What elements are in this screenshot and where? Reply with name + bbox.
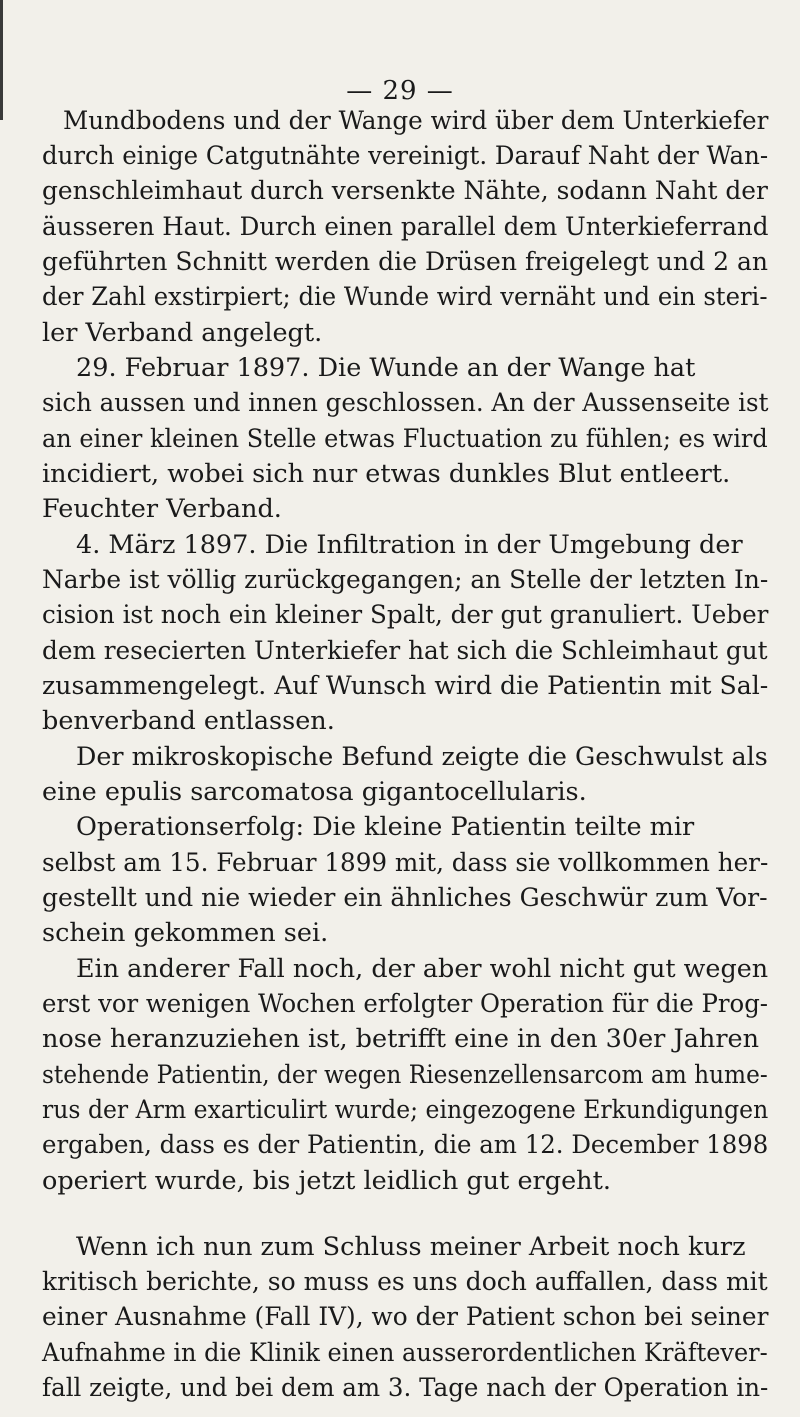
text-line: zusammengelegt. Auf Wunsch wird die Patientin mit Sal- <box>42 671 769 701</box>
date-heading-line: 29. Februar 1897. Die Wunde an der Wange hat <box>76 353 696 383</box>
text-line: äusseren Haut. Durch einen parallel dem Unterkieferrand <box>42 212 769 242</box>
text-line: genschleimhaut durch versenkte Nähte, sodann Naht der <box>42 176 768 206</box>
text-line: geführten Schnitt werden die Drüsen freigelegt und 2 an <box>42 247 769 277</box>
text-line: selbst am 15. Februar 1899 mit, dass sie vollkommen her- <box>42 848 769 878</box>
text-line: einer Ausnahme (Fall IV), wo der Patient schon bei seiner <box>42 1302 769 1332</box>
page-number: — 29 — <box>346 76 454 106</box>
text-line: ergaben, dass es der Patientin, die am 12. December 1898 <box>42 1130 769 1160</box>
text-line: Ein anderer Fall noch, der aber wohl nicht gut wegen <box>76 954 769 984</box>
text-line: gestellt und nie wieder ein ähnliches Geschwür zum Vor- <box>42 883 768 913</box>
text-line: durch einige Catgutnähte vereinigt. Darauf Naht der Wan- <box>42 141 769 171</box>
text-line: kritisch berichte, so muss es uns doch auffallen, dass mit <box>42 1267 768 1297</box>
text-line: operiert wurde, bis jetzt leidlich gut ergeht. <box>42 1166 611 1196</box>
text-line: Aufnahme in die Klinik einen ausserordentlichen Kräftever- <box>42 1338 768 1368</box>
text-line: benverband entlassen. <box>42 706 335 736</box>
date-heading-line: 4. März 1897. Die Infiltration in der Umgebung der <box>76 530 743 560</box>
text-line: Mundbodens und der Wange wird über dem Unterkiefer <box>63 106 769 136</box>
text-line: an einer kleinen Stelle etwas Fluctuation zu fühlen; es wird <box>42 424 768 454</box>
text-line: Der mikroskopische Befund zeigte die Geschwulst als <box>76 742 768 772</box>
text-line: stehende Patientin, der wegen Riesenzellensarcom am hume- <box>42 1060 768 1090</box>
text-line: Narbe ist völlig zurückgegangen; an Stelle der letzten In- <box>42 565 769 595</box>
text-line: nose heranzuziehen ist, betrifft eine in den 30er Jahren <box>42 1024 760 1054</box>
text-line: Feuchter Verband. <box>42 494 282 524</box>
text-line: cision ist noch ein kleiner Spalt, der gut granuliert. Ueber <box>42 600 769 630</box>
text-line: erst vor wenigen Wochen erfolgter Operation für die Prog- <box>42 989 769 1019</box>
text-line: dem resecierten Unterkiefer hat sich die Schleimhaut gut <box>42 636 768 666</box>
text-line: incidiert, wobei sich nur etwas dunkles Blut entleert. <box>42 459 731 489</box>
text-line: eine epulis sarcomatosa gigantocellularis. <box>42 777 587 807</box>
text-line: schein gekommen sei. <box>42 918 329 948</box>
text-line: der Zahl exstirpiert; die Wunde wird vernäht und ein steri- <box>42 282 768 312</box>
text-line: ler Verband angelegt. <box>42 318 323 348</box>
text-line: Wenn ich nun zum Schluss meiner Arbeit noch kurz <box>76 1232 746 1262</box>
text-line: fall zeigte, und bei dem am 3. Tage nach der Operation in- <box>42 1373 769 1403</box>
text-line: rus der Arm exarticulirt wurde; eingezogene Erkundigungen <box>42 1095 769 1125</box>
text-line: sich aussen und innen geschlossen. An der Aussenseite ist <box>42 388 769 418</box>
section-heading-line: Operationserfolg: Die kleine Patientin teilte mir <box>76 812 695 842</box>
